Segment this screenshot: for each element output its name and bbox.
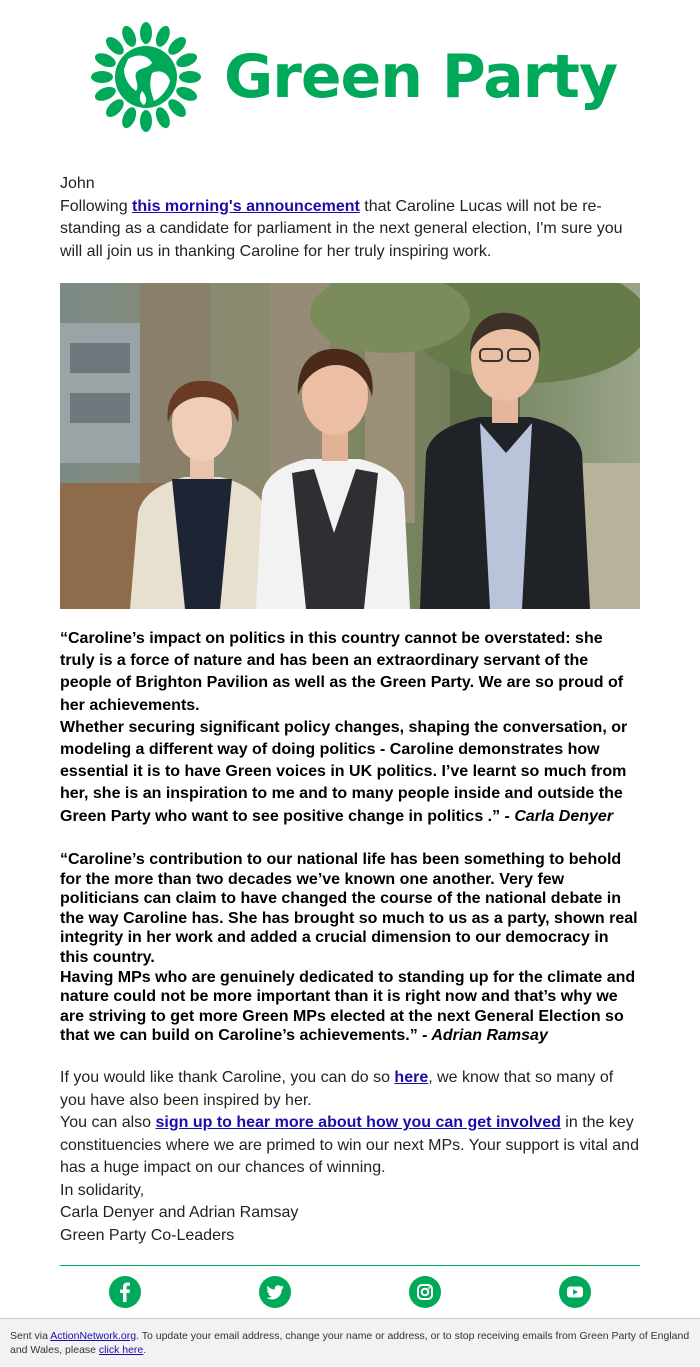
youtube-link[interactable] <box>559 1276 591 1308</box>
signup-text-pre: You can also <box>60 1114 156 1131</box>
intro-section <box>60 173 640 263</box>
instagram-icon <box>409 1276 441 1308</box>
quote1-attribution: - Carla Denyer <box>500 807 614 825</box>
unsubscribe-link[interactable]: click here <box>98 1344 144 1356</box>
quote1-paragraph-1: “Caroline’s impact on politics in this country cannot be overstated: she truly is a force of nature and has been an extraordinary servant of the people of Brighton Pavilion as well as the Green Party. We are so proud of her achievements. <box>60 630 624 714</box>
email-footer <box>0 1318 700 1367</box>
twitter-icon <box>259 1276 291 1308</box>
sunflower-globe-icon <box>82 22 210 132</box>
signoff: In solidarity, <box>60 1181 145 1199</box>
divider <box>60 1265 640 1266</box>
footer-text-pre: Sent via <box>10 1330 51 1342</box>
quote2-paragraph-1: “Caroline’s contribution to our national life has been something to behold for the more than two decades we’ve known one another. Very few politicians can claim to have changed the course of the national debate in the way Caroline has. She has brought so much to us as a party, shown real integrity in her work and added a crucial dimension to our democracy in this country. <box>60 851 638 966</box>
actionnetwork-link[interactable]: ActionNetwork.org <box>50 1330 137 1342</box>
intro-text-post: that Caroline Lucas will not be re-standing as a candidate for parliament in the next general election, I'm sure you will all join us in thanking Caroline for her truly inspiring work. <box>60 197 623 260</box>
signup-link[interactable]: sign up to hear more about how you can get involved <box>155 1114 561 1131</box>
quote1-text: Whether securing significant policy changes, shaping the conversation, or modeling a different way of doing politics - Caroline demonstrates how essential it is to have Green voices in UK politics. I’ve learnt so much from her, she is an inspiration to me and to many people inside and outside the Green Party who want to see positive change in politics .” <box>60 718 628 825</box>
thank-paragraph <box>60 1067 640 1112</box>
logo-text: Green Party <box>224 42 618 112</box>
photo-illustration <box>60 283 640 609</box>
co-leaders-photo <box>60 283 640 609</box>
intro-paragraph <box>60 196 640 264</box>
footer-text-mid: . To update your email address, change your name or address, or to stop receiving emails from Green Party of England and Wales, please <box>10 1330 690 1356</box>
thank-text-pre: If you would like thank Caroline, you can do so <box>60 1069 395 1086</box>
thank-text-post: , we know that so many of you have also been inspired by her. <box>60 1069 614 1109</box>
quote2-paragraph-2 <box>60 968 640 1046</box>
quote-carla-denyer <box>60 628 640 828</box>
intro-text-pre: Following <box>60 197 133 215</box>
twitter-link[interactable] <box>259 1276 291 1308</box>
signup-paragraph <box>60 1112 640 1180</box>
greeting: John <box>60 175 95 192</box>
quote2-attribution: - Adrian Ramsay <box>417 1027 548 1045</box>
instagram-link[interactable] <box>409 1276 441 1308</box>
outro-section <box>60 1067 640 1247</box>
signatory-role: Green Party Co-Leaders <box>60 1226 235 1244</box>
announcement-link[interactable]: this morning's announcement <box>132 197 360 215</box>
footer-text-post: . <box>143 1344 147 1356</box>
thank-caroline-link[interactable]: here <box>394 1069 429 1086</box>
green-party-logo[interactable] <box>82 22 622 132</box>
signup-text-post: in the key constituencies where we are primed to win our next MPs. Your support is vital and has a huge impact on our chances of winning. <box>60 1114 639 1176</box>
quote2-text: Having MPs who are genuinely dedicated to standing up for the climate and nature could not be more important than it is right now and that’s why we are striving to get more Green MPs elected at the next General Election so that we can build on Caroline’s achievements.” <box>60 968 636 1045</box>
facebook-icon <box>109 1276 141 1308</box>
youtube-icon <box>559 1276 591 1308</box>
quote-adrian-ramsay <box>60 850 640 1046</box>
quote1-paragraph-2 <box>60 717 640 828</box>
signatory-names: Carla Denyer and Adrian Ramsay <box>60 1204 299 1221</box>
facebook-link[interactable] <box>109 1276 141 1308</box>
